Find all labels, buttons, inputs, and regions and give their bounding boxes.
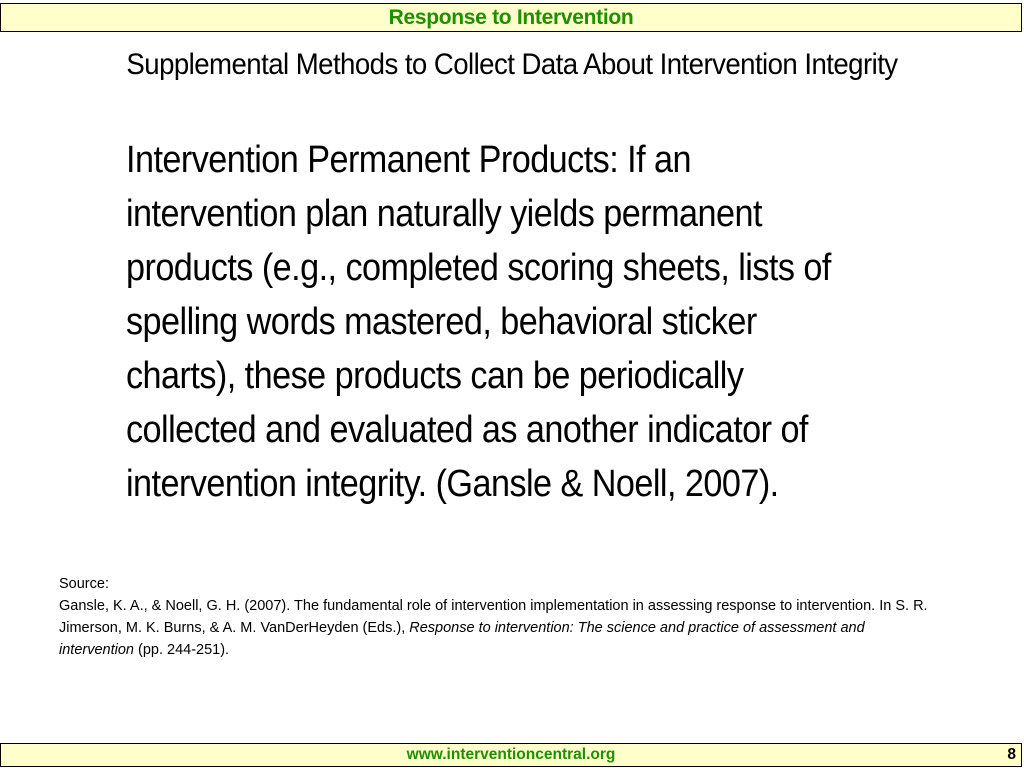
citation-start: Gansle, K. A., & Noell, G. H. (2007). The fundamental role of intervention implementation in assessing response to intervention. In S. R. Jimerson, M. K. Burns, & A. M. VanDerHeyden (Eds.), — [59, 598, 928, 636]
slide-body-text: Intervention Permanent Products: If an intervention plan naturally yields permanent products (e.g., completed scoring sheets, lists of spelling words mastered, behavioral sticker charts), these products can be periodically collected and evaluated as another indicator of intervention integrity. (Gansle & Noell, 2007). — [126, 139, 831, 505]
citation-text — [59, 595, 939, 661]
source-label: Source: — [59, 576, 109, 592]
source-citation — [59, 573, 939, 661]
slide-number: 8 — [1007, 746, 1016, 763]
footer-banner — [0, 743, 1022, 767]
citation-end: (pp. 244-251). — [133, 642, 230, 658]
header-banner — [0, 3, 1022, 32]
slide-title: Supplemental Methods to Collect Data About Intervention Integrity — [126, 48, 898, 81]
footer-url-link[interactable]: www.interventioncentral.org — [406, 746, 616, 763]
citation-book-title: Response to intervention: The science and practice of assessment and intervention — [59, 620, 865, 658]
header-title: Response to Intervention — [388, 6, 634, 29]
